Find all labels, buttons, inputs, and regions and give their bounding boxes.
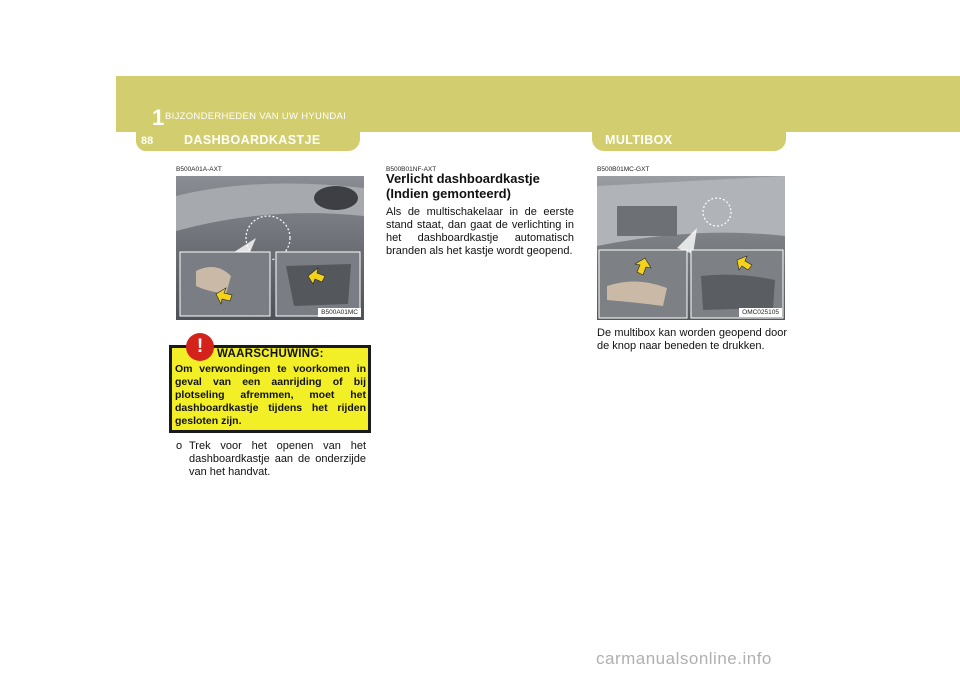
glovebox-photo	[176, 176, 364, 320]
body-multibox: De multibox kan worden geopend door de knop naar beneden te drukken.	[597, 327, 787, 352]
header-band	[116, 76, 960, 132]
heading-illuminated-glovebox: Verlicht dashboardkastje (Indien gemonteerd)	[386, 171, 540, 201]
multibox-illustration	[597, 176, 785, 320]
photo-code-multibox: B500B01MC-GXT	[597, 166, 650, 173]
instruction-bullet	[176, 440, 366, 479]
section-code-illuminated: B500B01NF-AXT	[386, 166, 437, 173]
warning-text: Om verwondingen te voorkomen in geval van een aanrijding of bij plotseling afremmen, moet het dashboardkastje tijdens het rijden gesloten zijn.	[175, 363, 366, 427]
photo-code-glovebox: B500A01A-AXT	[176, 166, 222, 173]
page-number: 88	[141, 135, 154, 147]
warning-title: WAARSCHUWING:	[217, 348, 324, 360]
chapter-number: 1	[152, 105, 165, 130]
bullet-text: Trek voor het openen van het dashboardkastje aan de onderzijde van het handvat.	[189, 440, 366, 478]
bullet-mark: o	[176, 440, 183, 452]
section-title-dashboardkastje: DASHBOARDKASTJE	[184, 133, 321, 147]
photo-tag-multibox: OMC025105	[739, 308, 782, 317]
warning-icon: !	[186, 333, 214, 361]
glovebox-illustration	[176, 176, 364, 320]
photo-tag-glovebox: B500A01MC	[318, 308, 361, 317]
body-illuminated-glovebox: Als de multischakelaar in de eerste stand staat, dan gaat de verlichting in het dashboardkastje automatisch branden als het kastje wordt geopend.	[386, 206, 574, 257]
watermark: carmanualsonline.info	[596, 649, 772, 668]
section-title-multibox: MULTIBOX	[605, 133, 673, 147]
chapter-title: BIJZONDERHEDEN VAN UW HYUNDAI	[165, 111, 347, 122]
multibox-photo	[597, 176, 785, 320]
